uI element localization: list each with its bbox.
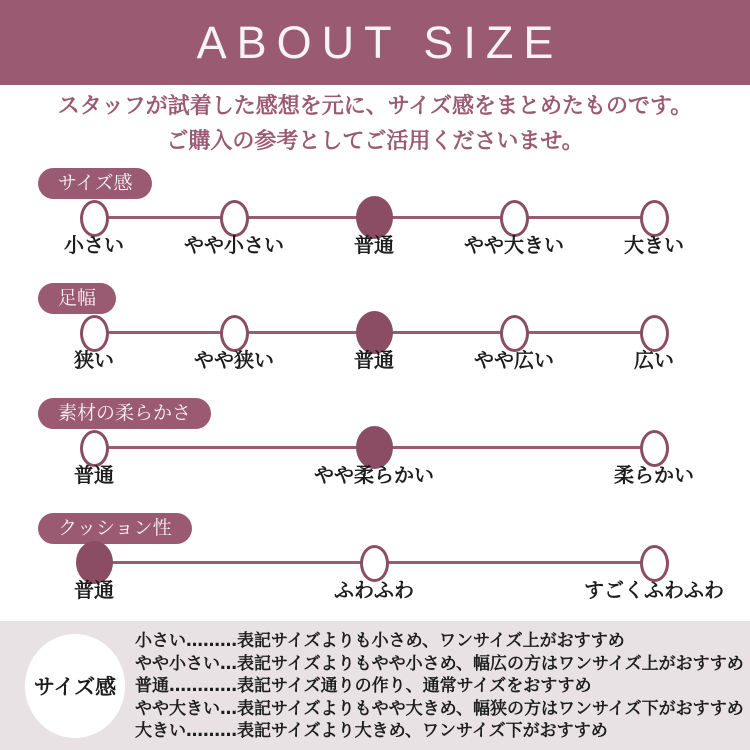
- legend-line: 小さい………表記サイズよりも小さめ、ワンサイズ上がおすすめ: [135, 631, 625, 651]
- scale-point-label: すごくふわふわ: [584, 578, 724, 602]
- intro-line-1: スタッフが試着した感想を元に、サイズ感をまとめたものです。: [57, 94, 693, 119]
- legend-line: やや小さい…表記サイズよりもやや小さめ、幅広の方はワンサイズ上がおすすめ: [135, 653, 744, 674]
- scale-point-label: やや大きい: [464, 233, 564, 257]
- legend-title: サイズ感: [33, 675, 117, 699]
- scale-point-label: やや小さい: [184, 233, 284, 257]
- scale-row: [0, 168, 750, 283]
- scale-row: [0, 283, 750, 398]
- legend-lines: [135, 630, 747, 743]
- scale-point-label: ふわふわ: [334, 578, 414, 602]
- scale-row: [0, 513, 750, 628]
- legend-line: 大きい………表記サイズより大きめ、ワンサイズ下がおすすめ: [135, 721, 608, 742]
- scale-point-label: 普通: [74, 463, 114, 487]
- intro-line-2: ご購入の参考としてご活用くださいませ。: [166, 129, 584, 154]
- scale-point-label: やや広い: [474, 348, 554, 372]
- size-legend: [0, 621, 750, 750]
- scale-point-label: 大きい: [624, 233, 684, 257]
- scale-label-pill: 素材の柔らかさ: [38, 398, 211, 429]
- legend-line: 普通…………表記サイズ通りの作り、通常サイズをおすすめ: [135, 676, 592, 697]
- scale-point-label: 柔らかい: [614, 463, 694, 487]
- scale-point-label: 小さい: [64, 233, 124, 257]
- scale-point-label: やや柔らかい: [314, 463, 434, 487]
- legend-line: やや大きい…表記サイズよりもやや大きめ、幅狭の方はワンサイズ下がおすすめ: [135, 698, 744, 719]
- scale-point-label: 普通: [354, 348, 394, 372]
- intro-text: [0, 89, 750, 159]
- scale-point-label: 普通: [74, 578, 114, 602]
- scale-point-label: 狭い: [74, 348, 114, 372]
- scale-label-pill: クッション性: [38, 513, 192, 544]
- scale-label-pill: サイズ感: [38, 168, 152, 199]
- scale-label-pill: 足幅: [38, 283, 116, 314]
- header-banner: [0, 0, 750, 85]
- scale-point-label: やや狭い: [194, 348, 274, 372]
- scale-point-label: 広い: [634, 348, 674, 372]
- legend-title-circle: [25, 634, 125, 738]
- scale-row: [0, 398, 750, 513]
- page-title: ABOUT SIZE: [196, 16, 564, 68]
- scale-point-label: 普通: [354, 233, 394, 257]
